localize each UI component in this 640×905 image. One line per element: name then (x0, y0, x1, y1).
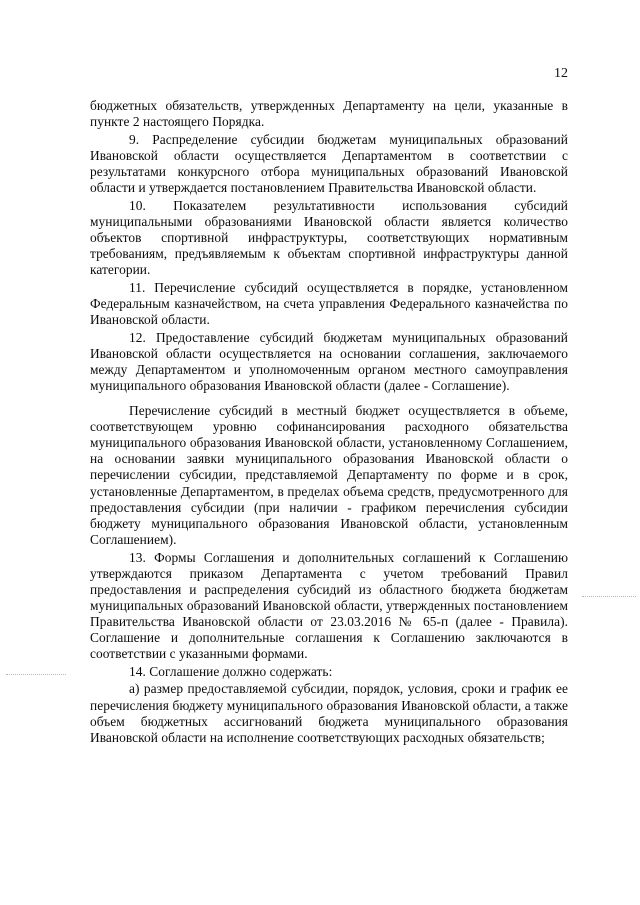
paragraph-12: 12. Предоставление субсидий бюджетам муниципальных образований Ивановской области осуществляется на основании соглашения, заключаемого между Департаментом и уполномоченным органом местного самоуправления муниципального образования Ивановской области (далее - Соглашение). (90, 329, 568, 393)
scan-artifact-right (582, 596, 636, 597)
paragraph-13: 13. Формы Соглашения и дополнительных соглашений к Соглашению утверждаются приказом Департамента с учетом требований Правил предоставления и распределения субсидий из областного бюджета бюджетам муниципальных образований Ивановской области, утвержденных постановлением Правительства Ивановской области от 23.03.2016 № 65-п (далее - Правила). Соглашение и дополнительные соглашения к Соглашению заключаются в соответствии с указанными формами. (90, 549, 568, 662)
document-body (90, 98, 568, 747)
paragraph-10: 10. Показателем результативности использования субсидий муниципальными образованиями Ивановской области является количество объектов спортивной инфраструктуры, соответствующих нормативным требованиям, предъявляемым к объектам спортивной инфраструктуры данной категории. (90, 197, 568, 278)
paragraph-11: 11. Перечисление субсидий осуществляется в порядке, установленном Федеральным казначейством, на счета управления Федерального казначейства по Ивановской области. (90, 279, 568, 327)
paragraph-continuation: бюджетных обязательств, утвержденных Департаменту на цели, указанные в пункте 2 настоящего Порядка. (90, 98, 568, 130)
page-number: 12 (554, 66, 568, 81)
paragraph-14: 14. Соглашение должно содержать: (129, 663, 333, 679)
paragraph-9: 9. Распределение субсидии бюджетам муниципальных образований Ивановской области осуществляется Департаментом в соответствии с результатами конкурсного отбора муниципальных образований Ивановской области и утверждается постановлением Правительства Ивановской области. (90, 131, 568, 196)
paragraph-14a: а) размер предоставляемой субсидии, порядок, условия, сроки и график ее перечисления бюджету муниципального образования Ивановской области, а также объем бюджетных ассигнований бюджета муниципального образования Ивановской области на исполнение соответствующих расходных обязательств; (90, 681, 568, 745)
paragraph-12-transfer: Перечисление субсидий в местный бюджет осуществляется в объеме, соответствующем уровню софинансирования расходного обязательства муниципального образования Ивановской области, установленному Соглашением, на основании заявки муниципального образования Ивановской области о перечислении субсидии, представляемой Департаменту по форме и в срок, установленные Департаментом, в пределах объема средств, предусмотренного для предоставления субсидии (при наличии - графиком перечисления субсидии бюджету муниципального образования Ивановской области, установленным Соглашением). (90, 403, 568, 547)
scan-artifact-left (6, 674, 66, 675)
